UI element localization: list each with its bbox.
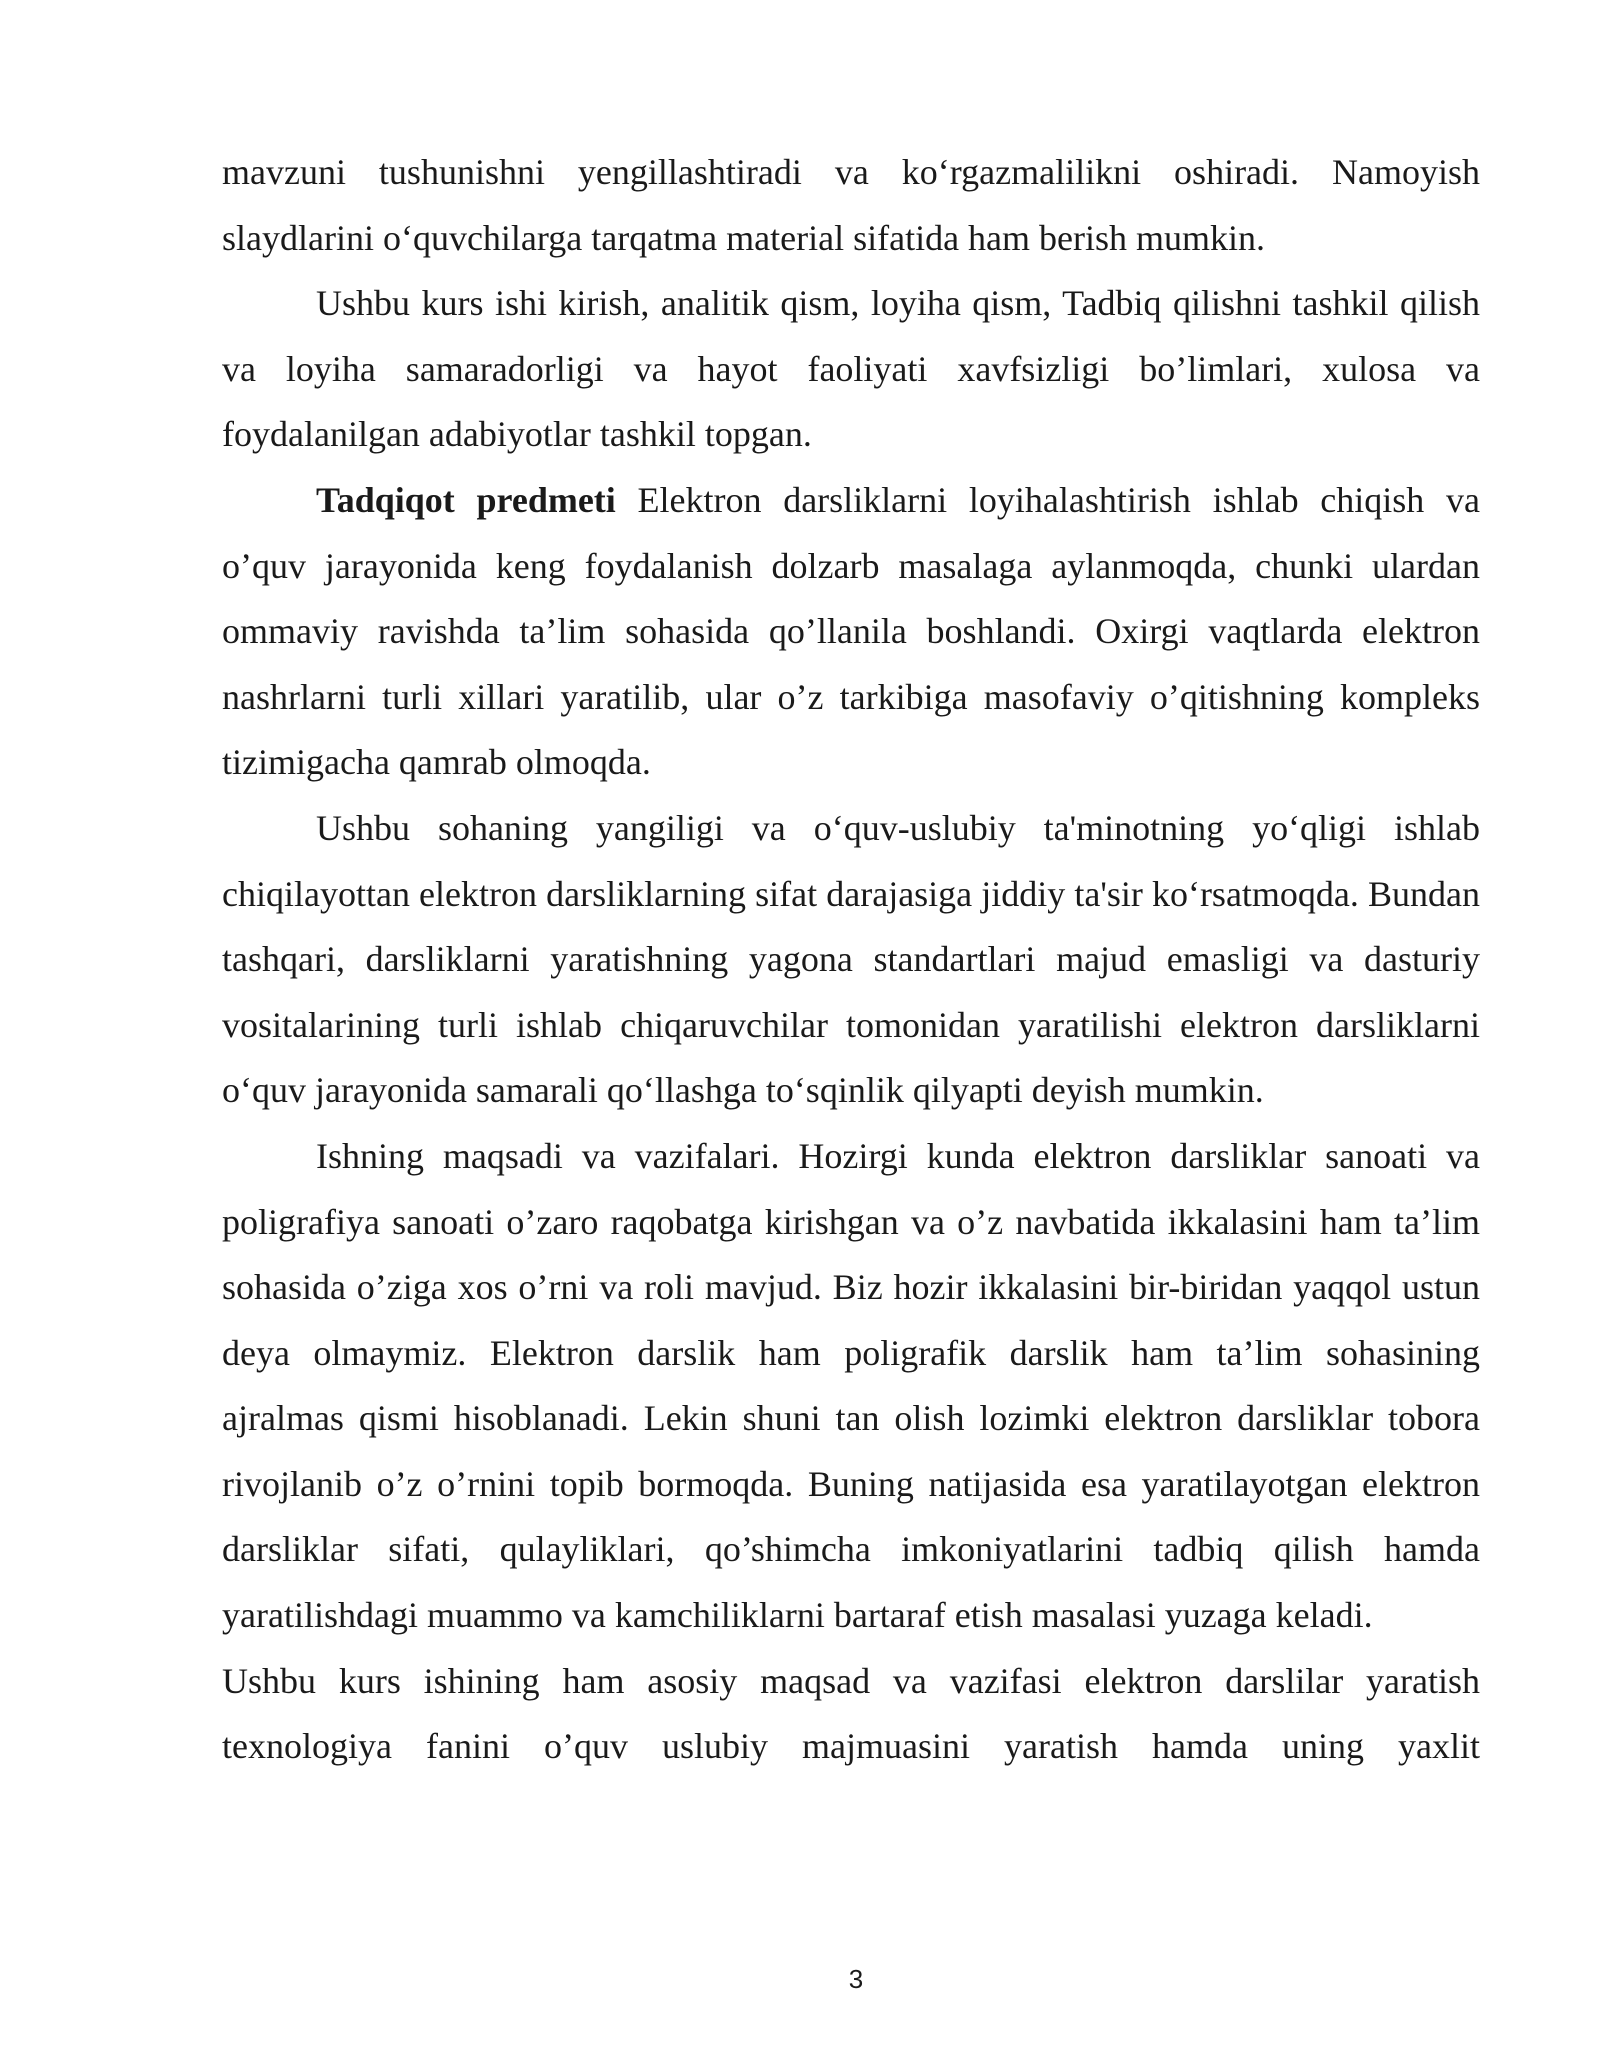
paragraph-1 — [222, 140, 1480, 271]
paragraph-2-text: Ushbu kurs ishi kirish, analitik qism, loyiha qism, Tadbiq qilishni tashkil qilish va loyiha samaradorligi va hayot faoliyati xavfsizligi bo’limlari, xulosa va foydalanilgan adabiyotlar tashkil topgan. — [222, 283, 1480, 455]
paragraph-1-text: mavzuni tushunishni yengillashtiradi va ko‘rgazmalilikni oshiradi. Namoyish slaydlarini o‘quvchilarga tarqatma material sifatida ham berish mumkin. — [222, 152, 1480, 258]
paragraph-5 — [222, 1124, 1480, 1649]
document-page — [222, 140, 1480, 1780]
paragraph-5-text: Ishning maqsadi va vazifalari. Hozirgi kunda elektron darsliklar sanoati va poligrafiya sanoati o’zaro raqobatga kirishgan va o’z navbatida ikkalasini ham ta’lim sohasida o’ziga xos o’rni va roli mavjud. Biz hozir ikkalasini bir-biridan yaqqol ustun deya olmaymiz. Elektron darslik ham poligrafik darslik ham ta’lim sohasining ajralmas qismi hisoblanadi. Lekin shuni tan olish lozimki elektron darsliklar tobora rivojlanib o’z o’rnini topib bormoqda. Buning natijasida esa yaratilayotgan elektron darsliklar sifati, qulayliklari, qo’shimcha imkoniyatlarini tadbiq qilish hamda yaratilishdagi muammo va kamchiliklarni bartaraf etish masalasi yuzaga keladi. — [222, 1135, 1480, 1636]
paragraph-3-bold-lead: Tadqiqot predmeti — [316, 479, 616, 520]
paragraph-6 — [222, 1649, 1480, 1780]
paragraph-4 — [222, 796, 1480, 1124]
paragraph-2 — [222, 271, 1480, 468]
page-number: 3 — [848, 1964, 864, 1994]
paragraph-3-text: Elektron darsliklarni loyihalashtirish ishlab chiqish va o’quv jarayonida keng foydalanish dolzarb masalaga aylanmoqda, chunki ulardan ommaviy ravishda ta’lim sohasida qo’llanila boshlandi. Oxirgi vaqtlarda elektron nashrlarni turli xillari yaratilib, ular o’z tarkibiga masofaviy o’qitishning kompleks tizimigacha qamrab olmoqda. — [222, 479, 1480, 783]
paragraph-3 — [222, 468, 1480, 796]
paragraph-4-text: Ushbu sohaning yangiligi va o‘quv-uslubiy ta'minotning yo‘qligi ishlab chiqilayottan elektron darsliklarning sifat darajasiga jiddiy ta'sir ko‘rsatmoqda. Bundan tashqari, darsliklarni yaratishning yagona standartlari majud emasligi va dasturiy vositalarining turli ishlab chiqaruvchilar tomonidan yaratilishi elektron darsliklarni o‘quv jarayonida samarali qo‘llashga to‘sqinlik qilyapti deyish mumkin. — [222, 807, 1480, 1111]
paragraph-6-text: Ushbu kurs ishining ham asosiy maqsad va vazifasi elektron darslilar yaratish texnologiya fanini o’quv uslubiy majmuasini yaratish hamda uning yaxlit — [222, 1660, 1480, 1767]
